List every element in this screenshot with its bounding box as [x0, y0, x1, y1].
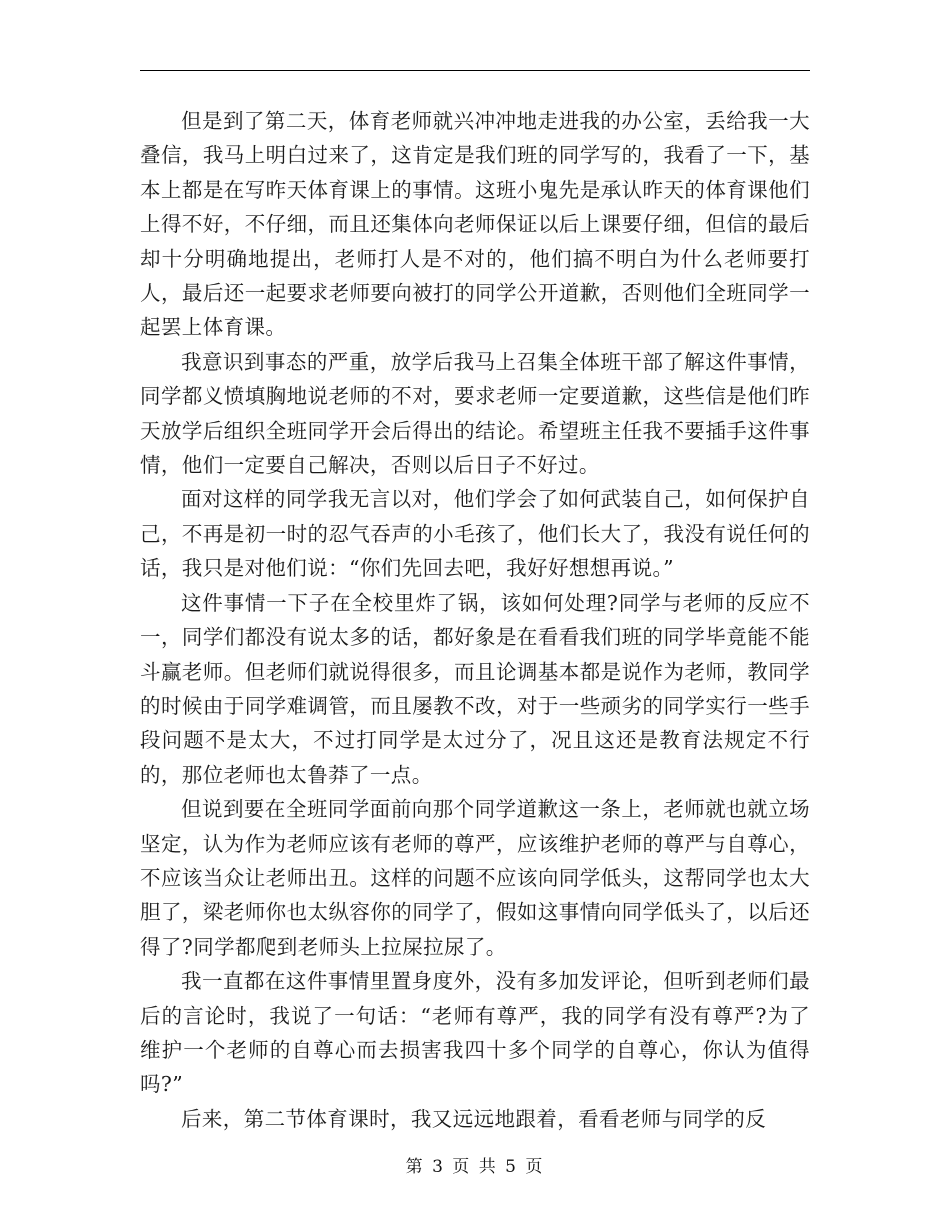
page-label-suffix: 页 [525, 1157, 545, 1177]
document-body [140, 104, 810, 1136]
paragraph: 但说到要在全班同学面前向那个同学道歉这一条上，老师就也就立场坚定，认为作为老师应该有老师的尊严，应该维护老师的尊严与自尊心，不应该当众让老师出丑。这样的问题不应该向同学低头，这帮同学也太大胆了，梁老师你也太纵容你的同学了，假如这事情向同学低头了，以后还得了?同学都爬到老师头上拉屎拉尿了。 [140, 797, 810, 959]
paragraph: 我一直都在这件事情里置身度外，没有多加发评论，但听到老师们最后的言论时，我说了一句话：“老师有尊严，我的同学有没有尊严?为了维护一个老师的自尊心而去损害我四十多个同学的自尊心，你认为值得吗?” [140, 969, 810, 1097]
paragraph: 后来，第二节体育课时，我又远远地跟着，看看老师与同学的反 [181, 1106, 767, 1131]
page-footer [0, 1152, 950, 1177]
paragraph: 我意识到事态的严重，放学后我马上召集全体班干部了解这件事情，同学都义愤填胸地说老师的不对，要求老师一定要道歉，这些信是他们昨天放学后组织全班同学开会后得出的结论。希望班主任我不要插手这件事情，他们一定要自己解决，否则以后日子不好过。 [140, 349, 810, 478]
current-page-number: 3 [432, 1157, 445, 1177]
paragraph: 面对这样的同学我无言以对，他们学会了如何武装自己，如何保护自己，不再是初一时的忍气吞声的小毛孩了，他们长大了，我没有说任何的话，我只是对他们说：“你们先回去吧，我好好想想再说。” [140, 487, 810, 581]
header-rule [140, 70, 810, 71]
page-label-mid: 页 共 [452, 1157, 498, 1177]
paragraph: 但是到了第二天，体育老师就兴冲冲地走进我的办公室，丢给我一大叠信，我马上明白过来了，这肯定是我们班的同学写的，我看了一下，基本上都是在写昨天体育课上的事情。这班小鬼先是承认昨天的体育课他们上得不好，不仔细，而且还集体向老师保证以后上课要仔细，但信的最后却十分明确地提出，老师打人是不对的，他们搞不明白为什么老师要打人，最后还一起要求老师要向被打的同学公开道歉，否则他们全班同学一起罢上体育课。 [140, 109, 810, 340]
page-label-prefix: 第 [405, 1157, 425, 1177]
paragraph: 这件事情一下子在全校里炸了锅，该如何处理?同学与老师的反应不一，同学们都没有说太多的话，都好象是在看看我们班的同学毕竟能不能斗赢老师。但老师们就说得很多，而且论调基本都是说作为老师，教同学的时候由于同学难调管，而且屡教不改，对于一些顽劣的同学实行一些手段问题不是太大，不过打同学是太过分了，况且这还是教育法规定不行的，那位老师也太鲁莽了一点。 [140, 590, 810, 787]
total-pages-number: 5 [505, 1157, 518, 1177]
